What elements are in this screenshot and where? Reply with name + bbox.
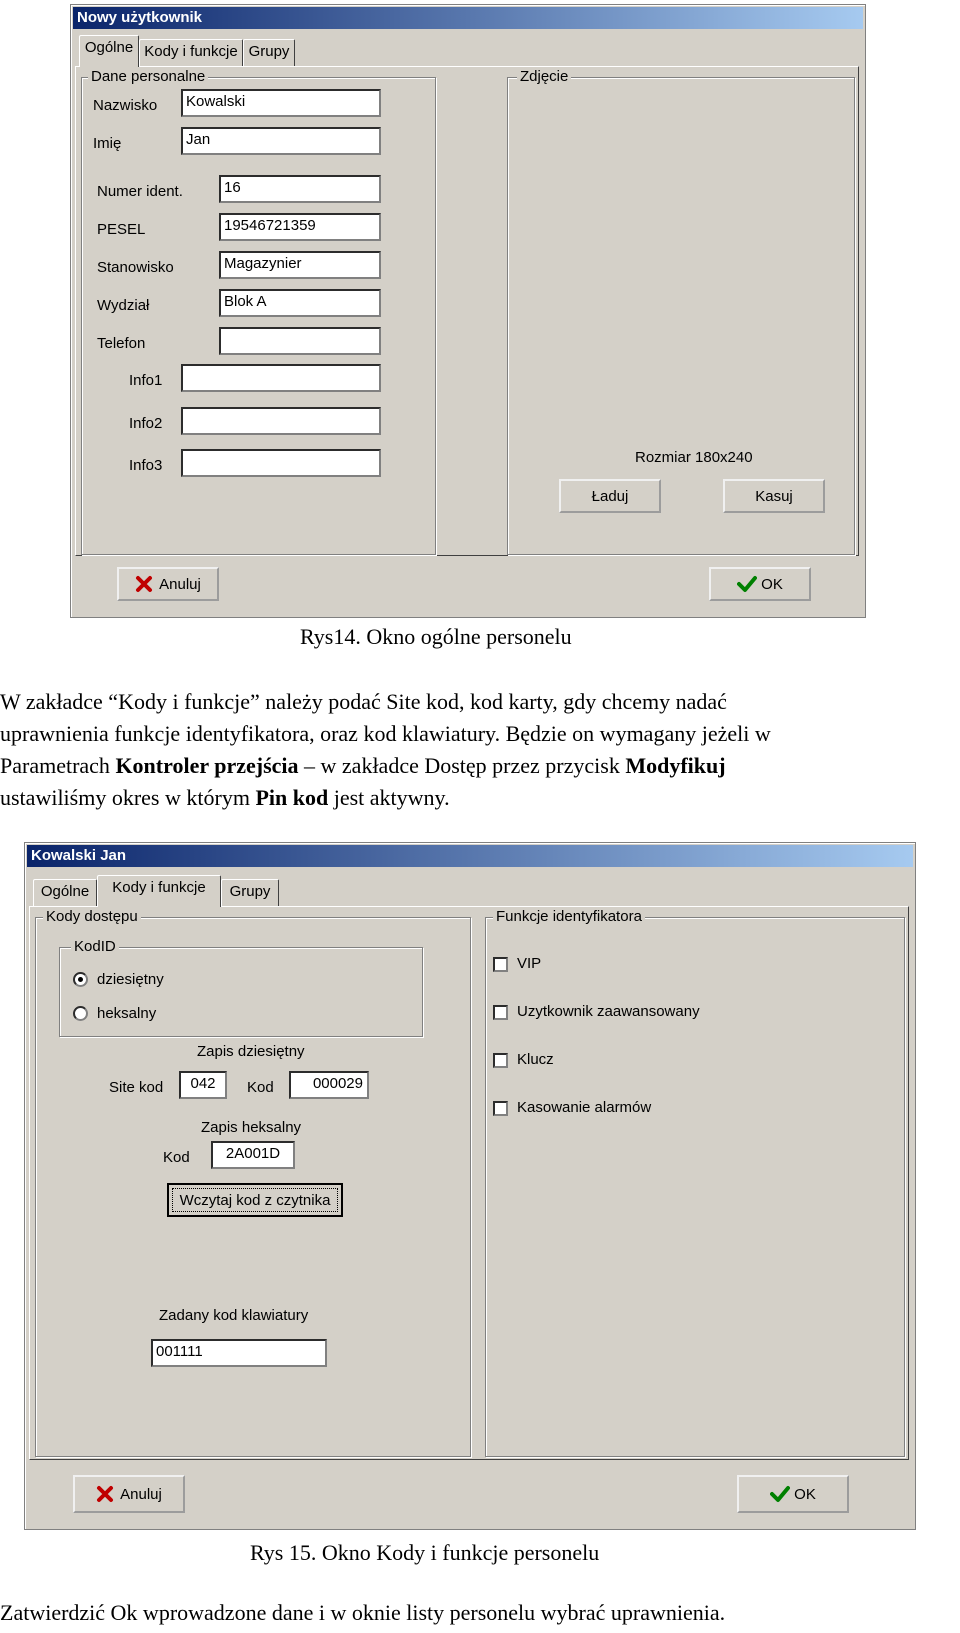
description-paragraph (0, 686, 960, 814)
delete-photo-label: Kasuj (755, 487, 793, 505)
tab-groups[interactable]: Grupy (221, 879, 279, 907)
info3-field[interactable] (181, 449, 381, 477)
paragraph-bold: Pin kod (255, 785, 329, 810)
ok-label: OK (761, 575, 783, 593)
load-photo-button[interactable] (559, 479, 661, 513)
keyboard-code-field[interactable]: 001111 (151, 1339, 327, 1367)
advanced-user-label: Uzytkownik zaawansowany (517, 1003, 700, 1020)
checkmark-icon (770, 1485, 788, 1503)
paragraph-bold: Modyfikuj (625, 753, 726, 778)
alarm-reset-checkbox[interactable] (493, 1101, 508, 1116)
info2-label: Info2 (129, 415, 163, 432)
surname-field[interactable]: Kowalski (181, 89, 381, 117)
info1-label: Info1 (129, 372, 163, 389)
site-code-field[interactable]: 042 (179, 1071, 227, 1099)
photo-legend: Zdjęcie (517, 69, 571, 85)
cancel-x-icon (135, 575, 153, 593)
paragraph-text: Parametrach (0, 753, 116, 778)
pesel-field[interactable]: 19546721359 (219, 213, 381, 241)
paragraph-text: – w zakładce Dostęp przez przycisk (298, 753, 626, 778)
advanced-user-checkbox[interactable] (493, 1005, 508, 1020)
window-title: Nowy użytkownik (73, 7, 863, 29)
decimal-radio-label: dziesiętny (97, 971, 164, 988)
personal-data-legend: Dane personalne (88, 69, 208, 85)
keyboard-code-label: Zadany kod klawiatury (159, 1307, 309, 1324)
info1-field[interactable] (181, 364, 381, 392)
cancel-label: Anuluj (159, 575, 201, 593)
ok-label: OK (794, 1485, 816, 1503)
vip-label: VIP (517, 955, 542, 972)
dept-field[interactable]: Blok A (219, 289, 381, 317)
site-code-label: Site kod (109, 1079, 164, 1096)
identifier-functions-group (485, 917, 905, 1457)
cancel-x-icon (96, 1485, 114, 1503)
kodid-group (59, 947, 423, 1037)
paragraph-line-3 (0, 750, 960, 782)
checkmark-icon (737, 575, 755, 593)
window-title: Kowalski Jan (27, 845, 913, 867)
info3-label: Info3 (129, 457, 163, 474)
user-codes-window (24, 842, 916, 1530)
pesel-label: PESEL (97, 221, 146, 238)
load-photo-label: Ładuj (591, 487, 629, 505)
cancel-button[interactable] (73, 1475, 185, 1513)
figure-caption-1: Rys14. Okno ogólne personelu (300, 624, 572, 649)
key-label: Klucz (517, 1051, 554, 1068)
surname-label: Nazwisko (93, 97, 158, 114)
hex-record-label: Zapis heksalny (201, 1119, 302, 1136)
delete-photo-button[interactable] (723, 479, 825, 513)
tab-codes[interactable]: Kody i funkcje (97, 875, 221, 907)
position-field[interactable]: Magazynier (219, 251, 381, 279)
name-field[interactable]: Jan (181, 127, 381, 155)
read-code-label: Wczytaj kod z czytnika (179, 1191, 331, 1209)
tab-codes[interactable]: Kody i funkcje (139, 39, 243, 67)
paragraph-line-1: W zakładce “Kody i funkcje” należy podać Site kod, kod karty, gdy chcemy nadać (0, 689, 727, 714)
id-label: Numer ident. (97, 183, 183, 200)
ok-button[interactable] (709, 567, 811, 601)
kodid-legend: KodID (71, 939, 119, 955)
hex-code-label: Kod (163, 1149, 190, 1166)
phone-field[interactable] (219, 327, 381, 355)
info2-field[interactable] (181, 407, 381, 435)
decimal-radio[interactable] (73, 972, 88, 987)
paragraph-text: jest aktywny. (328, 785, 450, 810)
footer-text: Zatwierdzić Ok wprowadzone dane i w oknie listy personelu wybrać uprawnienia. (0, 1600, 726, 1625)
access-codes-legend: Kody dostępu (43, 909, 141, 925)
decimal-record-label: Zapis dziesiętny (197, 1043, 305, 1060)
tab-general[interactable]: Ogólne (33, 879, 97, 907)
card-code-label: Kod (247, 1079, 274, 1096)
alarm-reset-label: Kasowanie alarmów (517, 1099, 652, 1116)
card-code-field[interactable]: 000029 (289, 1071, 369, 1099)
id-field[interactable]: 16 (219, 175, 381, 203)
dept-label: Wydział (97, 297, 150, 314)
hex-radio[interactable] (73, 1006, 88, 1021)
read-code-button[interactable] (167, 1183, 343, 1217)
tab-groups[interactable]: Grupy (243, 39, 295, 67)
position-label: Stanowisko (97, 259, 174, 276)
paragraph-line-2: uprawnienia funkcje identyfikatora, oraz kod klawiatury. Będzie on wymagany jeżeli w (0, 721, 771, 746)
figure-caption-2: Rys 15. Okno Kody i funkcje personelu (250, 1540, 600, 1565)
paragraph-text: ustawiliśmy okres w którym (0, 785, 256, 810)
new-user-window (70, 4, 866, 618)
identifier-functions-legend: Funkcje identyfikatora (493, 909, 645, 925)
vip-checkbox[interactable] (493, 957, 508, 972)
name-label: Imię (93, 135, 122, 152)
phone-label: Telefon (97, 335, 146, 352)
tab-general[interactable]: Ogólne (79, 35, 139, 67)
cancel-label: Anuluj (120, 1485, 162, 1503)
paragraph-bold: Kontroler przejścia (115, 753, 299, 778)
hex-radio-label: heksalny (97, 1005, 157, 1022)
hex-code-field[interactable]: 2A001D (211, 1141, 295, 1169)
key-checkbox[interactable] (493, 1053, 508, 1068)
cancel-button[interactable] (117, 567, 219, 601)
paragraph-line-4 (0, 782, 960, 814)
photo-size-label: Rozmiar 180x240 (635, 449, 753, 466)
ok-button[interactable] (737, 1475, 849, 1513)
